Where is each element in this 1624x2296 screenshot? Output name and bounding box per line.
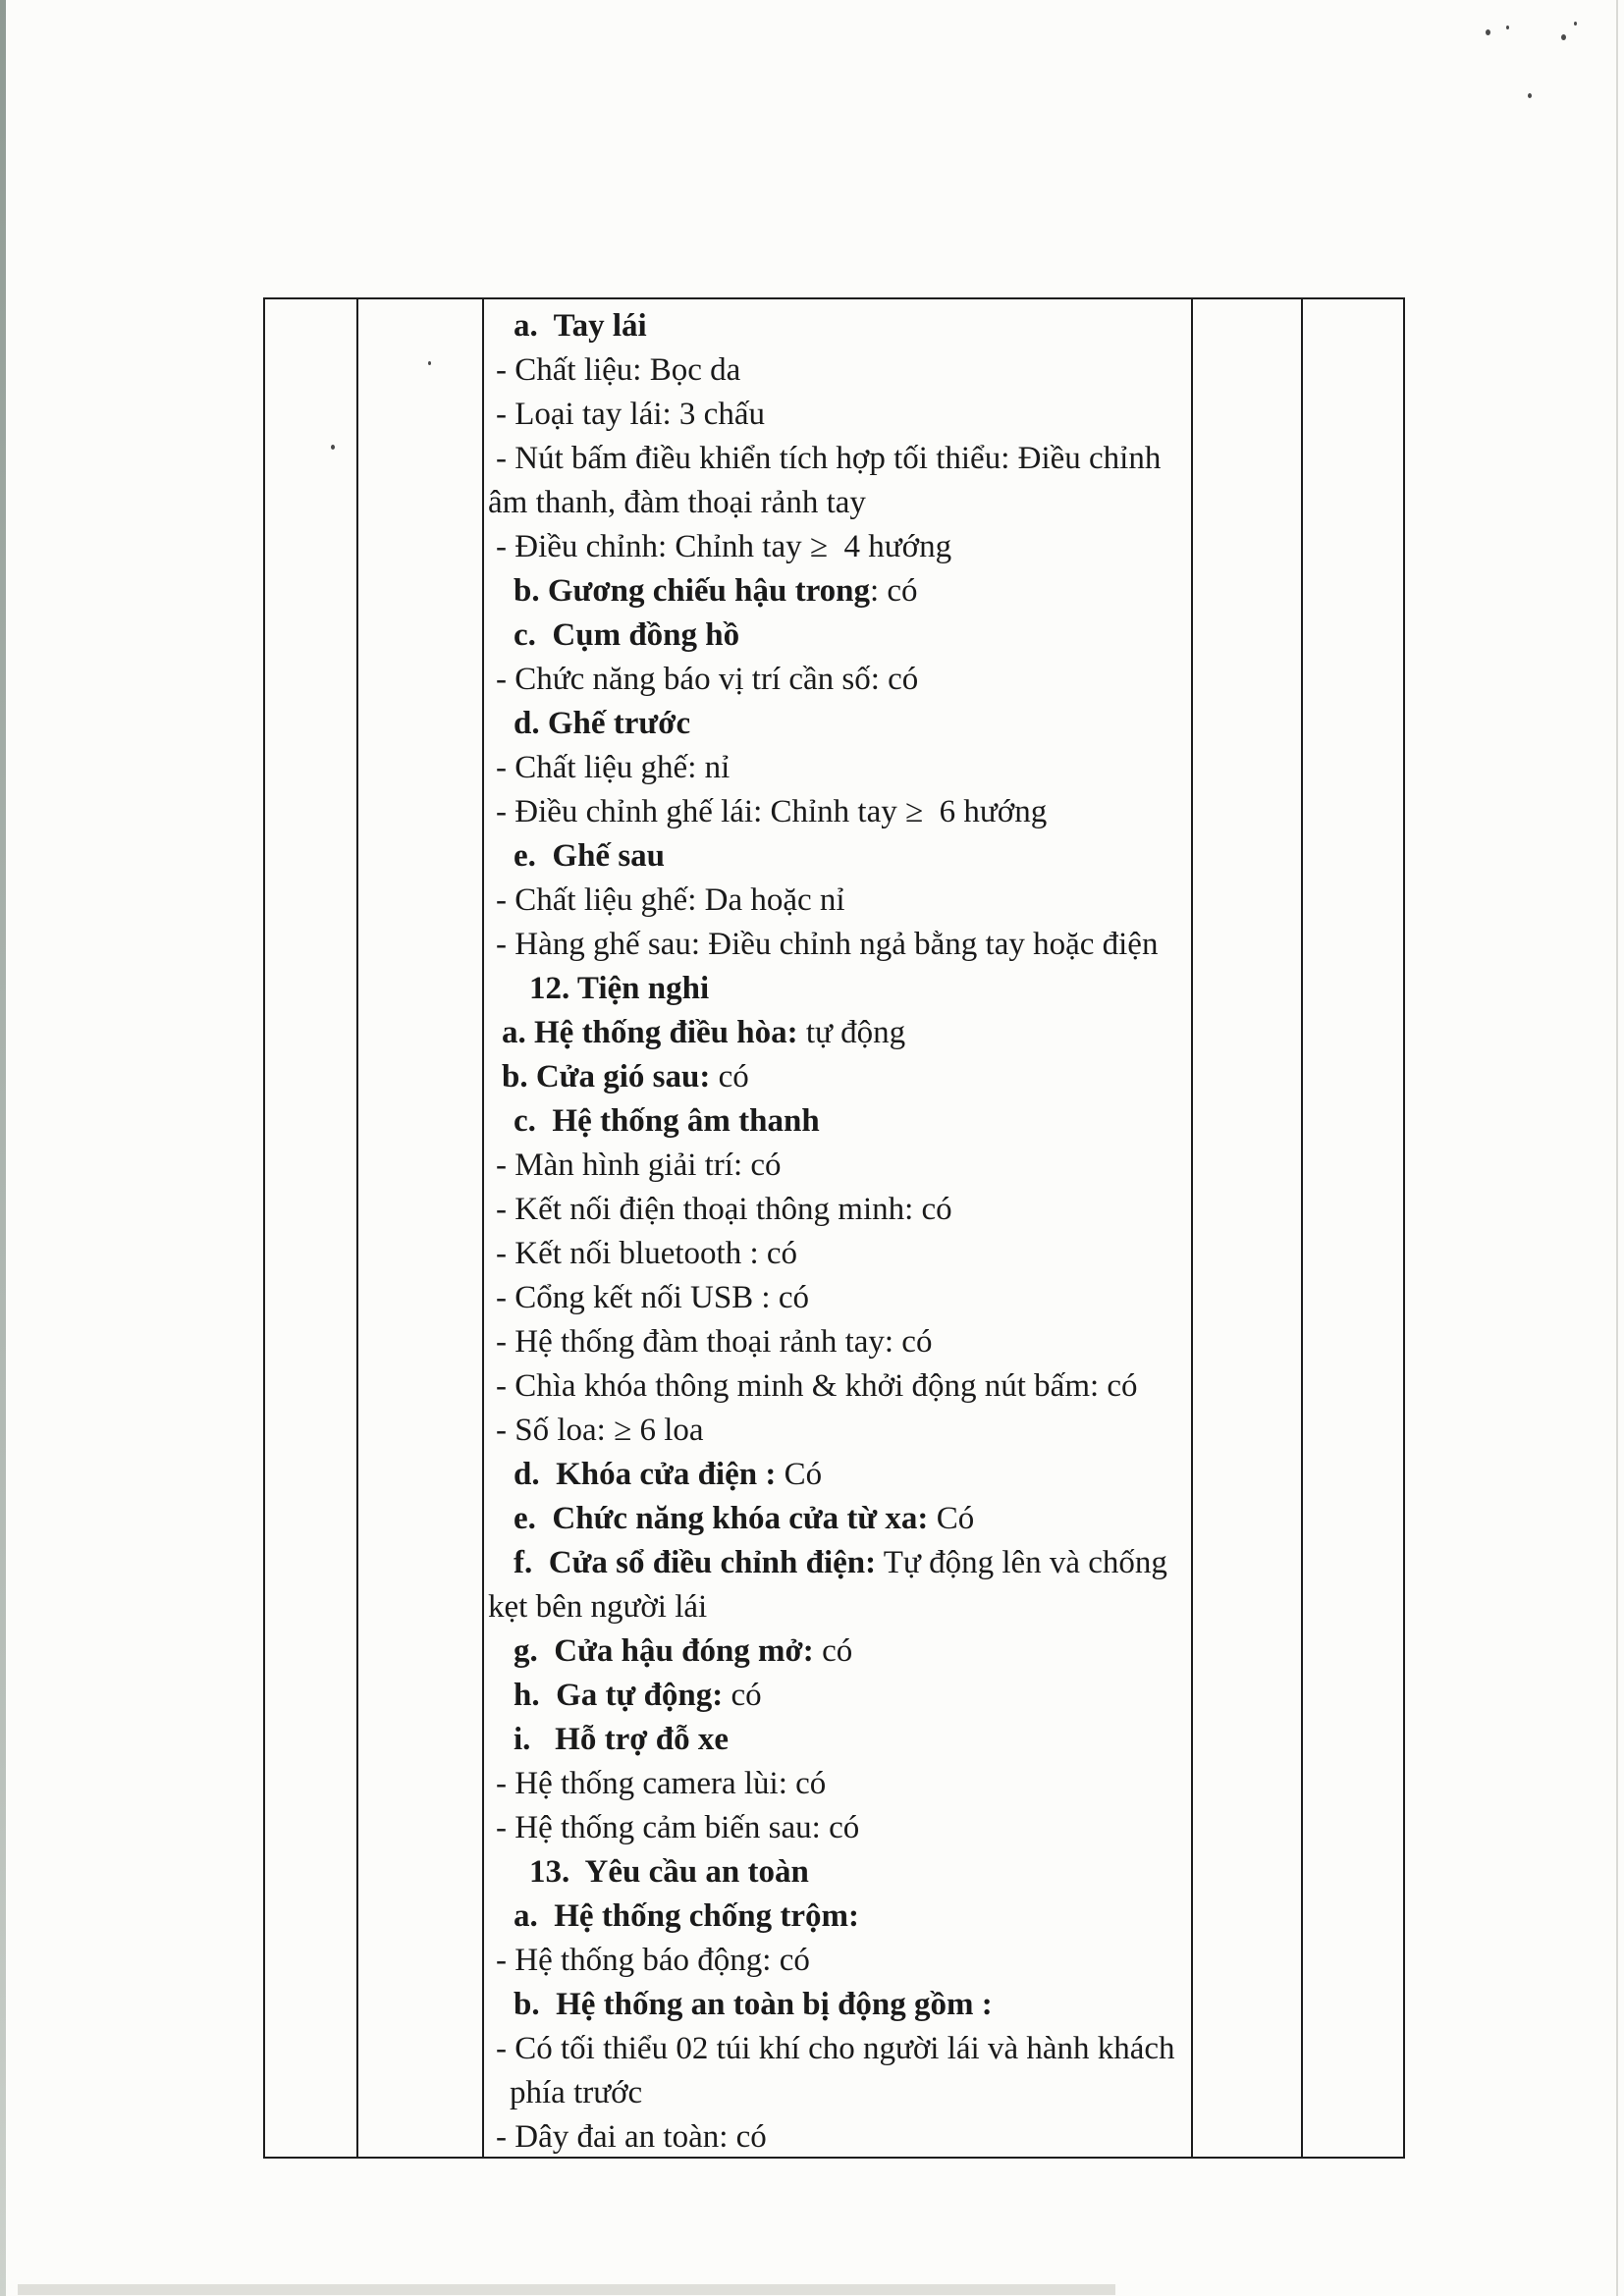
spec-line [484, 569, 1191, 614]
spec-line [484, 1232, 1191, 1276]
spec-line [484, 1276, 1191, 1320]
spec-line [484, 348, 1191, 393]
spec-line [484, 1806, 1191, 1850]
spec-line-text: âm thanh, đàm thoại rảnh tay [488, 485, 866, 520]
spec-line-text: - Hệ thống camera lùi: có [496, 1766, 827, 1801]
spec-line [484, 1453, 1191, 1497]
spec-line [484, 1629, 1191, 1674]
spec-line [484, 393, 1191, 437]
spec-line-label: c. Cụm đồng hồ [514, 617, 740, 653]
spec-line-label: a. Hệ thống điều hòa: [502, 1015, 798, 1050]
scan-bottom-band [18, 2284, 1115, 2295]
spec-line-text: - Chức năng báo vị trí cần số: có [496, 662, 919, 697]
spec-line-text: - Có tối thiểu 02 túi khí cho người lái và hành khách [496, 2031, 1175, 2066]
spec-line [484, 1497, 1191, 1541]
spec-line-text: - Chất liệu ghế: Da hoặc nỉ [496, 882, 845, 918]
spec-line-text: tự động [797, 1015, 906, 1050]
spec-line-label: b. Hệ thống an toàn bị động gồm : [514, 1987, 993, 2022]
spec-line-text: - Chìa khóa thông minh & khởi động nút bấm: có [496, 1368, 1138, 1404]
spec-line-text: Có [928, 1501, 975, 1536]
spec-line-label: a. Hệ thống chống trộm: [514, 1898, 859, 1934]
scan-speck [1528, 93, 1532, 98]
spec-line-text: - Kết nối bluetooth : có [496, 1236, 798, 1271]
spec-line [484, 1188, 1191, 1232]
spec-line [484, 1011, 1191, 1055]
spec-line [484, 1939, 1191, 1983]
spec-line-label: f. Cửa sổ điều chỉnh điện: [514, 1545, 877, 1580]
scan-speck [1561, 34, 1566, 40]
spec-line-label: 12. Tiện nghi [529, 971, 710, 1006]
spec-line-text: - Điều chỉnh ghế lái: Chỉnh tay ≥ 6 hướng [496, 794, 1048, 829]
spec-line-text: - Chất liệu ghế: nỉ [496, 750, 731, 785]
spec-line [484, 1409, 1191, 1453]
spec-line [484, 1320, 1191, 1364]
spec-line-text: - Hệ thống cảm biến sau: có [496, 1810, 860, 1845]
spec-line [484, 923, 1191, 967]
spec-line-label: c. Hệ thống âm thanh [514, 1103, 820, 1139]
spec-line-label: g. Cửa hậu đóng mở: [514, 1633, 814, 1669]
spec-line [484, 702, 1191, 746]
scan-right-edge-line [1616, 0, 1618, 2296]
spec-line-text: phía trước [510, 2075, 643, 2110]
spec-line-label: a. Tay lái [514, 308, 647, 344]
table-column-specifications [482, 299, 1191, 2157]
spec-line [484, 614, 1191, 658]
spec-line [484, 2071, 1191, 2115]
spec-line-text: - Nút bấm điều khiển tích hợp tối thiểu: Điều chỉnh [496, 441, 1162, 476]
spec-line-label: b. Cửa gió sau: [502, 1059, 711, 1095]
spec-line-text: - Chất liệu: Bọc da [496, 352, 741, 388]
spec-line [484, 525, 1191, 569]
spec-line-text: : có [869, 573, 918, 609]
spec-line [484, 304, 1191, 348]
spec-line-text: - Hàng ghế sau: Điều chỉnh ngả bằng tay hoặc điện [496, 927, 1159, 962]
spec-line-label: e. Chức năng khóa cửa từ xa: [514, 1501, 929, 1536]
spec-line [484, 437, 1191, 481]
spec-line-text: có [710, 1059, 749, 1095]
spec-line [484, 834, 1191, 879]
table-column-empty-1 [265, 299, 356, 2157]
spec-line [484, 879, 1191, 923]
spec-line [484, 1144, 1191, 1188]
spec-line-text: - Dây đai an toàn: có [496, 2119, 767, 2155]
spec-line-text: có [723, 1678, 762, 1713]
spec-line-label: 13. Yêu cầu an toàn [529, 1854, 809, 1890]
spec-line-text: - Màn hình giải trí: có [496, 1148, 782, 1183]
spec-line-label: d. Khóa cửa điện : [514, 1457, 777, 1492]
spec-line-label: b. Gương chiếu hậu trong [514, 573, 870, 609]
spec-line [484, 1364, 1191, 1409]
spec-line-text: kẹt bên người lái [488, 1589, 708, 1625]
spec-line [484, 746, 1191, 790]
spec-line-text: - Kết nối điện thoại thông minh: có [496, 1192, 952, 1227]
spec-line-label: e. Ghế sau [514, 838, 666, 874]
spec-line-text: - Cổng kết nối USB : có [496, 1280, 809, 1315]
spec-line [484, 1762, 1191, 1806]
spec-line [484, 967, 1191, 1011]
spec-line [484, 1983, 1191, 2027]
spec-line-text: - Điều chỉnh: Chỉnh tay ≥ 4 hướng [496, 529, 952, 564]
spec-line [484, 790, 1191, 834]
spec-line [484, 2115, 1191, 2157]
spec-line-text: - Số loa: ≥ 6 loa [496, 1413, 704, 1448]
spec-line-text: - Loại tay lái: 3 chấu [496, 397, 765, 432]
table-column-empty-3 [1191, 299, 1301, 2157]
spec-line-text: Có [776, 1457, 823, 1492]
table-column-empty-4 [1301, 299, 1403, 2157]
spec-line-text: Tự động lên và chống [876, 1545, 1167, 1580]
spec-line-label: i. Hỗ trợ đỗ xe [514, 1722, 729, 1757]
spec-line-text: có [813, 1633, 853, 1669]
spec-line-text: - Hệ thống đàm thoại rảnh tay: có [496, 1324, 933, 1360]
spec-line [484, 1718, 1191, 1762]
scan-edge-strip [0, 0, 6, 2296]
spec-line [484, 1674, 1191, 1718]
scan-speck [1506, 26, 1509, 29]
spec-line [484, 1585, 1191, 1629]
spec-line-text: - Hệ thống báo động: có [496, 1943, 810, 1978]
spec-line [484, 1055, 1191, 1099]
spec-line [484, 1541, 1191, 1585]
spec-line [484, 2027, 1191, 2071]
spec-line [484, 481, 1191, 525]
spec-line [484, 1895, 1191, 1939]
spec-line [484, 1099, 1191, 1144]
spec-line-label: h. Ga tự động: [514, 1678, 724, 1713]
spec-line [484, 1850, 1191, 1895]
scan-speck [1486, 29, 1490, 35]
spec-line [484, 658, 1191, 702]
spec-table [263, 297, 1405, 2159]
table-column-empty-2 [356, 299, 482, 2157]
scan-speck [1574, 22, 1577, 26]
spec-line-label: d. Ghế trước [514, 706, 691, 741]
